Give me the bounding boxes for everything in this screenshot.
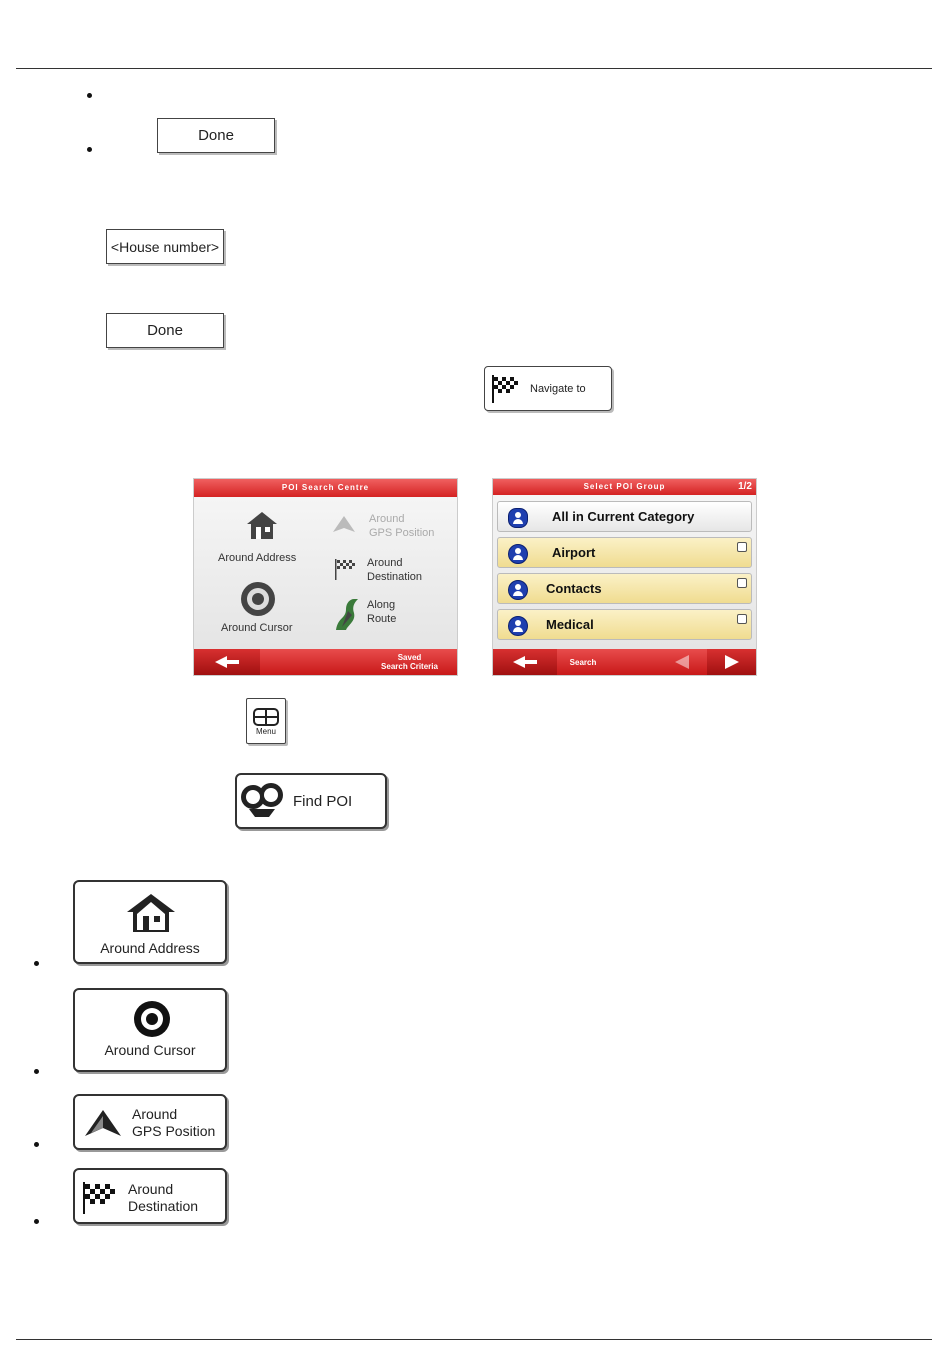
around-destination-line-2: Destination	[367, 571, 423, 583]
saved-label-line-2: Search Criteria	[381, 662, 438, 671]
chevron-left-icon	[675, 655, 689, 669]
back-arrow-icon	[513, 656, 525, 668]
around-destination-line-1: Around	[128, 1181, 174, 1197]
house-icon	[125, 892, 177, 934]
person-icon	[508, 544, 528, 564]
target-icon[interactable]	[240, 581, 276, 617]
around-gps-label	[369, 512, 434, 540]
list-bullet	[34, 1219, 39, 1224]
list-item[interactable]	[497, 609, 752, 640]
house-number-label: <House number>	[110, 238, 220, 255]
poi-search-centre-title: POI Search Centre	[194, 479, 457, 497]
previous-page-button	[659, 649, 705, 675]
back-arrow-shaft	[525, 660, 537, 664]
done-button[interactable]	[157, 118, 275, 153]
list-item[interactable]	[497, 501, 752, 532]
find-poi-button[interactable]	[235, 773, 387, 829]
list-bullet	[34, 1142, 39, 1147]
menu-button[interactable]	[246, 698, 286, 744]
chevron-right-icon	[725, 655, 739, 669]
gps-arrow-icon	[83, 1108, 123, 1138]
around-gps-line-2: GPS Position	[369, 527, 435, 539]
list-item-label: All in Current Category	[552, 509, 695, 524]
list-item-label: Medical	[546, 617, 594, 632]
around-destination-label	[128, 1181, 198, 1215]
saved-label-line-1: Saved	[397, 653, 422, 662]
around-destination-line-1: Around	[367, 557, 403, 569]
route-icon[interactable]	[332, 597, 364, 631]
target-icon	[133, 1000, 171, 1038]
select-poi-group-title: Select POI Group	[493, 479, 756, 495]
checkbox[interactable]	[737, 614, 747, 624]
menu-label: Menu	[255, 726, 276, 736]
list-bullet	[87, 93, 92, 98]
list-item-label: Contacts	[546, 581, 602, 596]
list-item[interactable]	[497, 537, 752, 568]
back-button[interactable]	[194, 649, 260, 675]
checkered-flag-icon[interactable]	[334, 557, 358, 581]
person-icon	[508, 580, 528, 600]
search-button[interactable]: Search	[569, 657, 597, 667]
menu-icon	[252, 707, 280, 727]
around-cursor-button[interactable]	[73, 988, 227, 1072]
around-destination-line-2: Destination	[128, 1198, 199, 1214]
around-gps-line-2: GPS Position	[132, 1123, 216, 1139]
around-cursor-label[interactable]: Around Cursor	[221, 622, 293, 634]
back-arrow-icon	[215, 656, 227, 668]
list-item-label: Airport	[552, 545, 596, 560]
back-button[interactable]	[493, 649, 557, 675]
header-rule	[16, 68, 932, 69]
around-address-label: Around Address	[100, 940, 200, 956]
along-route-line-1: Along	[367, 599, 396, 611]
list-bullet	[87, 147, 92, 152]
find-poi-label: Find POI	[293, 792, 353, 810]
poi-icon	[239, 781, 289, 821]
around-destination-label[interactable]	[367, 556, 422, 584]
done-button-2-label: Done	[147, 322, 183, 339]
around-gps-position-button[interactable]	[73, 1094, 227, 1150]
saved-search-criteria-button[interactable]	[362, 649, 457, 675]
house-number-button[interactable]	[106, 229, 224, 264]
person-icon	[508, 616, 528, 636]
navigate-to-label: Navigate to	[530, 382, 586, 395]
around-cursor-label: Around Cursor	[104, 1042, 196, 1058]
select-poi-group-screen	[492, 478, 757, 676]
done-button-label: Done	[198, 127, 234, 144]
gps-arrow-icon	[332, 515, 356, 533]
category-icon	[508, 508, 528, 528]
select-poi-group-bottom-bar	[493, 649, 756, 675]
footer-rule	[16, 1339, 932, 1340]
around-gps-position-label	[132, 1106, 215, 1140]
list-item[interactable]	[497, 573, 752, 604]
checkbox[interactable]	[737, 578, 747, 588]
checkered-flag-icon	[490, 373, 520, 405]
list-bullet	[34, 1069, 39, 1074]
around-gps-line-1: Around	[132, 1106, 178, 1122]
done-button-2[interactable]	[106, 313, 224, 348]
poi-search-centre-screen	[193, 478, 458, 676]
house-icon[interactable]	[244, 509, 280, 541]
poi-search-centre-bottom-bar	[194, 649, 457, 675]
around-address-label[interactable]: Around Address	[218, 552, 297, 564]
navigate-to-button[interactable]	[484, 366, 612, 411]
along-route-label[interactable]	[367, 598, 396, 626]
around-gps-line-1: Around	[369, 513, 405, 525]
next-page-button[interactable]	[707, 649, 756, 675]
checkbox[interactable]	[737, 542, 747, 552]
back-arrow-shaft	[227, 660, 239, 664]
along-route-line-2: Route	[367, 613, 397, 625]
disabled-button	[609, 649, 657, 675]
around-address-button[interactable]	[73, 880, 227, 964]
list-bullet	[34, 961, 39, 966]
around-destination-button[interactable]	[73, 1168, 227, 1224]
checkered-flag-icon	[81, 1180, 117, 1216]
page-indicator: 1/2	[738, 481, 752, 492]
